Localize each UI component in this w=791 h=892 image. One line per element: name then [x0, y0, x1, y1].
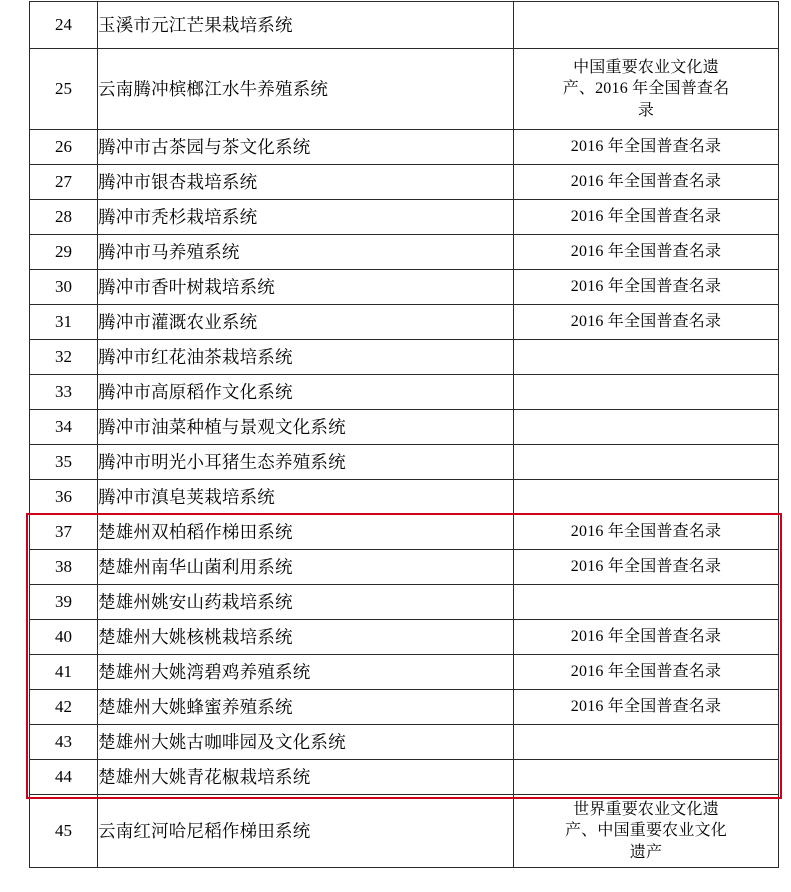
table-row	[30, 725, 779, 760]
table-row	[30, 515, 779, 550]
note-cell	[514, 445, 779, 480]
row-number-cell: 36	[30, 480, 98, 515]
table-row	[30, 340, 779, 375]
note-cell	[514, 550, 779, 585]
row-number-cell: 44	[30, 760, 98, 795]
row-number-cell: 38	[30, 550, 98, 585]
table-row	[30, 305, 779, 340]
note-cell	[514, 375, 779, 410]
system-name-cell: 腾冲市油菜种植与景观文化系统	[98, 410, 514, 445]
row-number-cell: 30	[30, 270, 98, 305]
note-text	[514, 241, 778, 263]
system-name-cell: 腾冲市滇皂荚栽培系统	[98, 480, 514, 515]
table-row	[30, 49, 779, 130]
note-line: 2016 年全国普查名录	[570, 138, 722, 156]
table-row	[30, 270, 779, 305]
table-row	[30, 550, 779, 585]
row-number-cell: 43	[30, 725, 98, 760]
table-body	[30, 2, 779, 868]
note-cell	[514, 165, 779, 200]
system-name-cell: 云南腾冲槟榔江水牛养殖系统	[98, 49, 514, 130]
document-page	[0, 1, 791, 892]
system-name-cell: 楚雄州大姚核桃栽培系统	[98, 620, 514, 655]
table-row	[30, 130, 779, 165]
note-text	[514, 661, 778, 683]
note-line: 产、2016 年全国普查名	[562, 80, 730, 98]
row-number-cell: 41	[30, 655, 98, 690]
system-name-cell: 楚雄州大姚蜂蜜养殖系统	[98, 690, 514, 725]
note-cell	[514, 690, 779, 725]
note-line: 录	[637, 101, 655, 119]
table-row	[30, 760, 779, 795]
note-text	[514, 136, 778, 158]
table-row	[30, 235, 779, 270]
note-line: 遗产	[629, 843, 663, 861]
system-name-cell: 楚雄州双柏稻作梯田系统	[98, 515, 514, 550]
note-text	[514, 311, 778, 333]
note-cell	[514, 795, 779, 868]
row-number-cell: 25	[30, 49, 98, 130]
row-number-cell: 37	[30, 515, 98, 550]
row-number-cell: 28	[30, 200, 98, 235]
note-line: 2016 年全国普查名录	[570, 663, 722, 681]
system-name-cell: 腾冲市银杏栽培系统	[98, 165, 514, 200]
note-cell	[514, 305, 779, 340]
note-text	[514, 276, 778, 298]
table-row	[30, 585, 779, 620]
note-line: 2016 年全国普查名录	[570, 278, 722, 296]
system-name-cell: 腾冲市灌溉农业系统	[98, 305, 514, 340]
note-cell	[514, 480, 779, 515]
note-text	[514, 171, 778, 193]
table-row	[30, 375, 779, 410]
note-line: 中国重要农业文化遗	[573, 58, 719, 76]
note-text	[514, 521, 778, 543]
note-line: 世界重要农业文化遗	[573, 800, 719, 818]
row-number-cell: 35	[30, 445, 98, 480]
note-cell	[514, 410, 779, 445]
note-text	[514, 556, 778, 578]
note-cell	[514, 49, 779, 130]
table-row	[30, 690, 779, 725]
note-cell	[514, 270, 779, 305]
system-name-cell: 楚雄州大姚湾碧鸡养殖系统	[98, 655, 514, 690]
note-line: 2016 年全国普查名录	[570, 523, 722, 541]
row-number-cell: 39	[30, 585, 98, 620]
note-text	[514, 626, 778, 648]
system-name-cell: 楚雄州南华山菌利用系统	[98, 550, 514, 585]
system-name-cell: 楚雄州大姚古咖啡园及文化系统	[98, 725, 514, 760]
note-line: 2016 年全国普查名录	[570, 628, 722, 646]
note-cell	[514, 620, 779, 655]
row-number-cell: 29	[30, 235, 98, 270]
row-number-cell: 33	[30, 375, 98, 410]
system-name-cell: 楚雄州姚安山药栽培系统	[98, 585, 514, 620]
note-cell	[514, 760, 779, 795]
system-name-cell: 腾冲市明光小耳猪生态养殖系统	[98, 445, 514, 480]
note-cell	[514, 340, 779, 375]
heritage-systems-table	[29, 1, 779, 868]
note-line: 2016 年全国普查名录	[570, 698, 722, 716]
row-number-cell: 34	[30, 410, 98, 445]
row-number-cell: 27	[30, 165, 98, 200]
note-cell	[514, 200, 779, 235]
system-name-cell: 云南红河哈尼稻作梯田系统	[98, 795, 514, 868]
note-line: 产、中国重要农业文化	[564, 822, 727, 840]
note-text	[514, 206, 778, 228]
note-text	[514, 696, 778, 718]
note-line: 2016 年全国普查名录	[570, 313, 722, 331]
note-line: 2016 年全国普查名录	[570, 173, 722, 191]
system-name-cell: 腾冲市秃杉栽培系统	[98, 200, 514, 235]
note-cell	[514, 655, 779, 690]
table-row	[30, 795, 779, 868]
table-row	[30, 655, 779, 690]
note-cell	[514, 2, 779, 49]
table-row	[30, 200, 779, 235]
note-cell	[514, 585, 779, 620]
system-name-cell: 腾冲市马养殖系统	[98, 235, 514, 270]
note-cell	[514, 130, 779, 165]
row-number-cell: 45	[30, 795, 98, 868]
note-text	[514, 57, 778, 122]
note-line: 2016 年全国普查名录	[570, 208, 722, 226]
system-name-cell: 玉溪市元江芒果栽培系统	[98, 2, 514, 49]
row-number-cell: 26	[30, 130, 98, 165]
note-line: 2016 年全国普查名录	[570, 243, 722, 261]
system-name-cell: 腾冲市高原稻作文化系统	[98, 375, 514, 410]
note-cell	[514, 725, 779, 760]
table-row	[30, 165, 779, 200]
table-row	[30, 445, 779, 480]
note-line: 2016 年全国普查名录	[570, 558, 722, 576]
system-name-cell: 腾冲市红花油茶栽培系统	[98, 340, 514, 375]
note-text	[514, 799, 778, 864]
table-row	[30, 480, 779, 515]
note-cell	[514, 515, 779, 550]
row-number-cell: 24	[30, 2, 98, 49]
row-number-cell: 31	[30, 305, 98, 340]
system-name-cell: 楚雄州大姚青花椒栽培系统	[98, 760, 514, 795]
row-number-cell: 32	[30, 340, 98, 375]
note-cell	[514, 235, 779, 270]
table-row	[30, 410, 779, 445]
row-number-cell: 42	[30, 690, 98, 725]
system-name-cell: 腾冲市古茶园与茶文化系统	[98, 130, 514, 165]
row-number-cell: 40	[30, 620, 98, 655]
system-name-cell: 腾冲市香叶树栽培系统	[98, 270, 514, 305]
table-row	[30, 2, 779, 49]
table-row	[30, 620, 779, 655]
